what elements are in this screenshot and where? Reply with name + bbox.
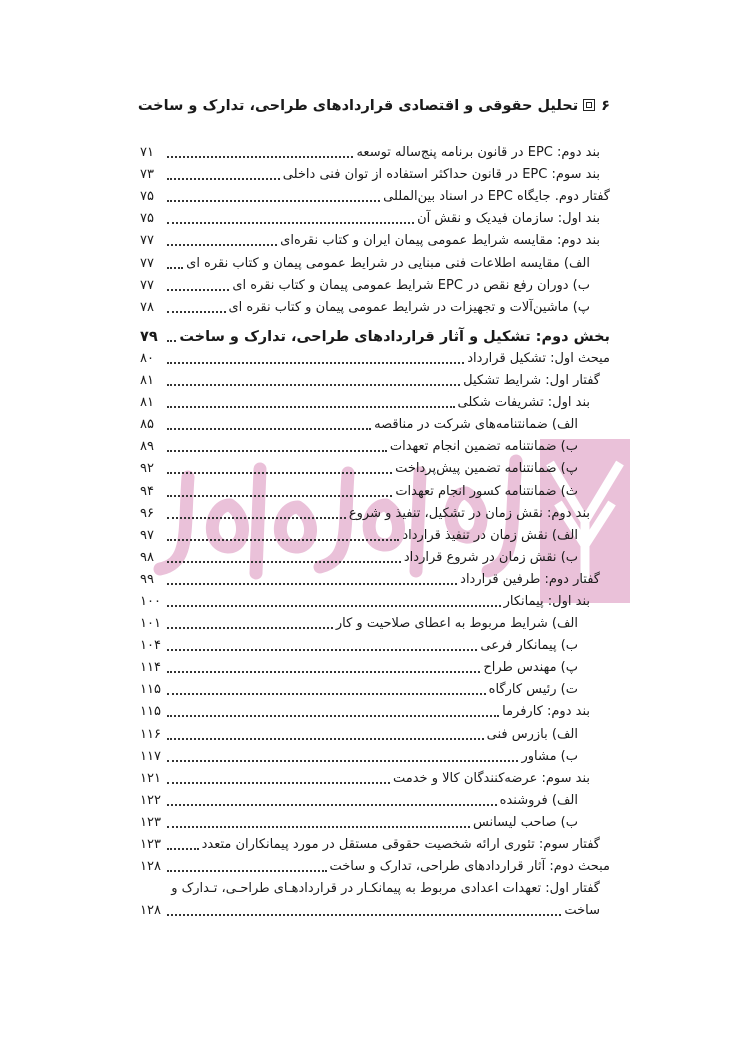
toc-entry-title: الف) نقش زمان در تنفیذ قرارداد [402,527,578,543]
toc-entry [140,503,610,525]
dot-leader [167,738,484,740]
toc-entry [140,812,610,834]
toc-page-number: ۷۹ [140,328,158,345]
toc-page-number: ۱۲۸ [140,859,161,875]
toc-entry-title: ت) رئیس کارگاه [488,682,578,698]
toc-entry-title: پ) ضمانتنامه تضمین پیش‌پرداخت [395,461,578,477]
toc-entry [140,480,610,502]
toc-entry [140,252,610,274]
toc-page-number: ۹۸ [140,549,154,565]
toc-page-number: ۸۰ [140,350,154,366]
toc-page-number: ۹۶ [140,505,154,521]
dot-leader [167,782,390,784]
toc-entry [140,591,610,613]
dot-leader [167,760,518,762]
toc-page-number: ۸۹ [140,439,154,455]
toc-entry-title: بند اول: سازمان فیدیک و نقش آن [417,211,600,227]
toc-entry [140,208,610,230]
page-number: ۶ [601,98,610,114]
dot-leader [167,267,183,269]
toc-entry [140,569,610,591]
dot-leader [167,178,280,180]
dot-leader [167,450,387,452]
dot-leader [167,244,277,246]
toc-page-number: ۷۵ [140,211,154,227]
toc-entry-title: گفتار اول: شرایط تشکیل [463,373,600,389]
toc-entry [140,746,610,768]
toc-entry-title: الف) فروشنده [499,792,578,808]
toc-entry [140,392,610,414]
toc-entry [140,878,610,900]
dot-leader [167,428,371,430]
toc-entry [140,370,610,392]
toc-entry [140,635,610,657]
toc-entry [140,297,610,319]
toc-entry [140,164,610,186]
dot-leader [167,627,333,629]
toc-entry [140,657,610,679]
toc-entry-title: ث) ضمانتنامه کسور انجام تعهدات [395,483,578,499]
dot-leader [167,826,470,828]
toc-entry [140,186,610,208]
toc-entry-title: گفتار سوم: تئوری ارائه شخصیت حقوقی مستقل در مورد پیمانکاران متعدد [201,837,600,852]
table-of-contents [140,142,610,922]
toc-entry-title: بخش دوم: تشکیل و آثار قراردادهای طراحی، تدارک و ساخت [179,328,610,345]
toc-entry-title: الف) شرایط مربوط به اعطای صلاحیت و کار [335,616,578,632]
toc-page-number: ۱۱۷ [140,748,161,764]
toc-entry-title: بند سوم: عرضه‌کنندگان کالا و خدمت [393,770,590,786]
dot-leader [167,406,455,408]
toc-page-number: ۱۰۱ [140,616,161,632]
toc-page-number: ۸۱ [140,373,154,389]
toc-page-number: ۷۷ [140,277,154,293]
dot-leader [167,649,477,651]
toc-entry-title: الف) مقایسه اطلاعات فنی مبنایی در شرایط عمومی پیمان و کتاب نقره ای [186,255,590,271]
toc-entry-title: الف) بازرس فنی [486,726,578,742]
dot-leader [167,289,229,291]
toc-page-number: ۹۹ [140,571,154,587]
toc-entry [140,834,610,856]
dot-leader [167,715,499,717]
toc-entry-title: گفتار اول: تعهدات اعدادی مربوط به پیمانکـار در قراردادهـای طراحـی، تـدارک و [171,881,600,897]
toc-entry-title: بند سوم: EPC در قانون حداکثر استفاده از توان فنی داخلی [282,167,600,183]
toc-entry [140,525,610,547]
dot-leader [167,340,176,342]
toc-page-number: ۱۱۵ [140,682,161,698]
toc-entry-title: گفتار دوم. جایگاه EPC در اسناد بین‌المللی [383,189,610,205]
toc-page-number: ۱۱۴ [140,660,161,676]
dot-leader [167,561,401,563]
dot-leader [167,605,501,607]
toc-entry [140,230,610,252]
dot-leader [167,870,327,872]
toc-entry-title: بند دوم: مقایسه شرایط عمومی پیمان ایران و کتاب نقره‌ای [280,233,600,249]
dot-leader [167,472,392,474]
toc-entry [140,900,610,922]
toc-entry-title: بند اول: پیمانکار [503,593,590,609]
toc-page-number: ۹۴ [140,483,154,499]
toc-page-number: ۱۰۴ [140,638,161,654]
toc-page-number: ۷۸ [140,299,154,315]
square-ornament-icon [583,99,595,111]
dot-leader [167,539,399,541]
toc-entry [140,701,610,723]
toc-entry [140,856,610,878]
toc-entry-title: بند دوم: EPC در قانون برنامه پنج‌ساله توسعه [356,145,600,161]
toc-page-number: ۱۲۳ [140,814,161,830]
toc-entry-title: بند دوم: کارفرما [502,704,590,720]
toc-page-number: ۱۱۵ [140,704,161,720]
toc-entry [140,142,610,164]
dot-leader [167,848,199,850]
toc-entry-title: پ) ماشین‌آلات و تجهیزات در شرایط عمومی پیمان و کتاب نقره ای [228,299,590,315]
toc-page-number: ۱۲۸ [140,903,161,919]
running-title: تحلیل حقوقی و اقتصادی قراردادهای طراحی، تدارک و ساخت [137,98,579,114]
toc-entry [140,414,610,436]
toc-page-number: ۸۵ [140,417,154,433]
toc-entry [140,275,610,297]
toc-page-number: ۷۷ [140,233,154,249]
page-header [138,98,610,114]
toc-entry-title: بند اول: تشریفات شکلی [457,395,590,411]
toc-entry-title: گفتار دوم: طرفین قرارداد [460,571,600,587]
dot-leader [167,671,480,673]
toc-page-number: ۹۷ [140,527,154,543]
toc-page-number: ۹۲ [140,461,154,477]
toc-entry-title: پ) مهندس طراح [483,660,578,676]
dot-leader [167,362,464,364]
toc-entry [140,613,610,635]
dot-leader [167,156,353,158]
dot-leader [167,693,486,695]
toc-page-number: ۷۳ [140,167,154,183]
toc-entry-title: الف) ضمانتنامه‌های شرکت در مناقصه [374,417,578,433]
dot-leader [167,384,460,386]
dot-leader [167,200,380,202]
toc-page-number: ۱۲۱ [140,770,161,786]
toc-entry [140,679,610,701]
dot-leader [167,311,226,313]
toc-entry-title: ب) دوران رفع نقص در EPC شرایط عمومی پیمان و کتاب نقره ای [232,277,590,293]
toc-page-number: ۱۱۶ [140,726,161,742]
toc-entry-title: ب) پیمانکار فرعی [480,638,578,654]
toc-entry [140,348,610,370]
toc-entry-title: ب) مشاور [521,748,578,764]
toc-page-number: ۱۲۳ [140,837,161,852]
toc-page-number: ۱۰۰ [140,593,161,609]
toc-page-number: ۷۱ [140,145,154,161]
toc-page-number: ۷۷ [140,255,154,271]
toc-entry [140,547,610,569]
toc-entry [140,458,610,480]
toc-entry-title: ب) ضمانتنامه تضمین انجام تعهدات [389,439,578,455]
dot-leader [167,804,497,806]
toc-page-number: ۸۱ [140,395,154,411]
toc-entry [140,723,610,745]
toc-entry [140,790,610,812]
toc-entry-title: مبحث دوم: آثار قراردادهای طراحی، تدارک و ساخت [329,859,610,875]
toc-entry [140,768,610,790]
toc-page-number: ۷۵ [140,189,154,205]
toc-entry [140,436,610,458]
dot-leader [167,914,561,916]
toc-part-heading [140,326,610,348]
toc-entry-title: ساخت [564,903,600,919]
toc-entry-title: ب) نقش زمان در شروع قرارداد [403,549,578,565]
toc-entry-title: بند دوم: نقش زمان در تشکیل، تنفیذ و شروع [348,505,590,521]
dot-leader [167,583,457,585]
toc-entry-title: ب) صاحب لیسانس [472,814,578,830]
dot-leader [167,222,414,224]
dot-leader [167,495,392,497]
dot-leader [167,517,346,519]
toc-entry-title: میحث اول: تشکیل قرارداد [467,350,610,366]
toc-page-number: ۱۲۲ [140,792,161,808]
